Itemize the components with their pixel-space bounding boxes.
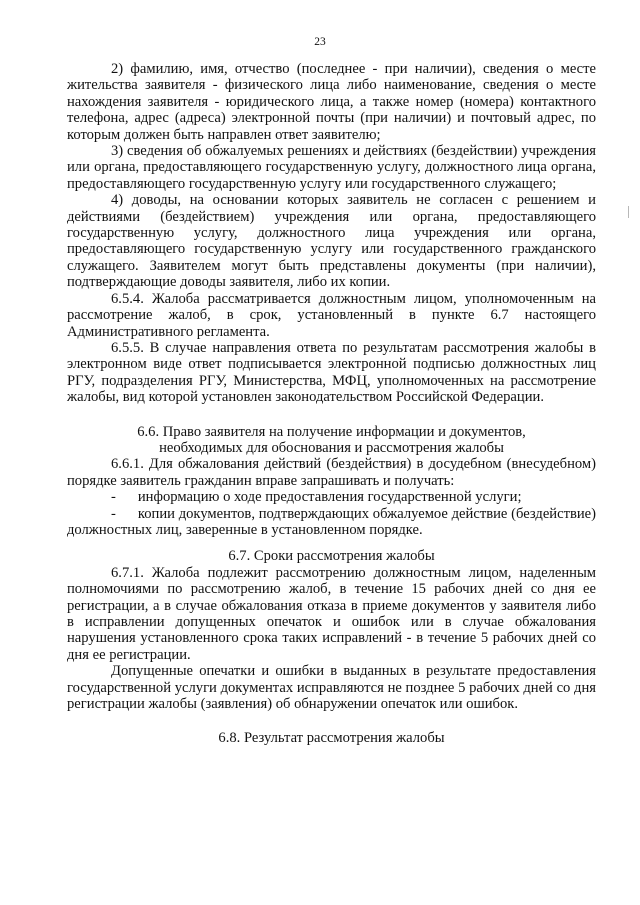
list-item-copies: [67, 506, 596, 539]
list-dash: -: [111, 489, 116, 506]
list-item-text: информацию о ходе предоставления государственной услуги;: [137, 489, 522, 506]
list-item-text: копии документов, подтверждающих обжалуемое действие (бездействие) должностных лиц, заверенные в установленном порядке.: [67, 505, 596, 538]
paragraph-6-6-1: 6.6.1. Для обжалования действий (бездействия) в досудебном (внесудебном) порядке заявитель гражданин вправе запрашивать и получать:: [67, 456, 596, 489]
list-dash: -: [111, 505, 116, 522]
page-number: 23: [314, 36, 326, 48]
list-item-information: [67, 489, 596, 505]
paragraph-typos: Допущенные опечатки и ошибки в выданных в результате предоставления государственной услуги документах исправляются не позднее 5 рабочих дней со дня регистрации жалобы (заявления) об обнаружении опечаток или ошибок.: [67, 663, 596, 713]
paragraph-item-2: 2) фамилию, имя, отчество (последнее - при наличии), сведения о месте жительства заявителя - физического лица либо наименование, сведения о месте нахождения заявителя - юридического лица, а также номер (номера) контактного телефона, адрес (адреса) электронной почты (при наличии) и почтовый адрес, по которым должен быть направлен ответ заявителю;: [67, 61, 596, 143]
section-heading-6-7: 6.7. Сроки рассмотрения жалобы: [228, 548, 435, 565]
section-heading-6-6-line2: необходимых для обоснования и рассмотрения жалобы: [159, 439, 504, 456]
paragraph-6-5-5: 6.5.5. В случае направления ответа по результатам рассмотрения жалобы в электронном виде ответ подписывается электронной подписью должностных лиц РГУ, подразделения РГУ, Министерства, МФЦ, уполномоченных на рассмотрение жалобы, вид которой установлен законодательством Российской Федерации.: [67, 339, 596, 406]
section-heading-6-6-line1: 6.6. Право заявителя на получение информации и документов,: [137, 423, 526, 440]
paragraph-item-3: 3) сведения об обжалуемых решениях и действиях (бездействии) учреждения или органа, предоставляющего государственную услугу, должностного лица органа, предоставляющего государственную услугу или государственного служащего;: [67, 143, 596, 192]
document-body: [67, 61, 596, 747]
section-heading-6-8: 6.8. Результат рассмотрения жалобы: [218, 730, 445, 747]
paragraph-6-5-4: 6.5.4. Жалоба рассматривается должностным лицом, уполномоченным на рассмотрение жалоб, в срок, установленный в пункте 6.7 настоящего Административного регламента.: [67, 290, 596, 340]
paragraph-6-7-1: 6.7.1. Жалоба подлежит рассмотрению должностным лицом, наделенным полномочиями по рассмотрению жалоб, в течение 15 рабочих дней со дня ее регистрации, а в случае обжалования отказа в приеме документов у заявителя либо в исправлении допущенных опечаток и ошибок или в случае обжалования нарушения установленного срока таких исправлений - в течение 5 рабочих дней со дня ее регистрации.: [67, 564, 596, 663]
paragraph-item-4: 4) доводы, на основании которых заявитель не согласен с решением и действиями (бездействием) учреждения или органа, предоставляющего государственную услугу, должностного лица учреждения или органа, предоставляющего государственную услугу или государственного гражданского служащего. Заявителем могут быть представлены документы (при наличии), подтверждающие доводы заявителя, либо их копии.: [67, 192, 596, 291]
scan-edge-mark: [628, 206, 629, 218]
